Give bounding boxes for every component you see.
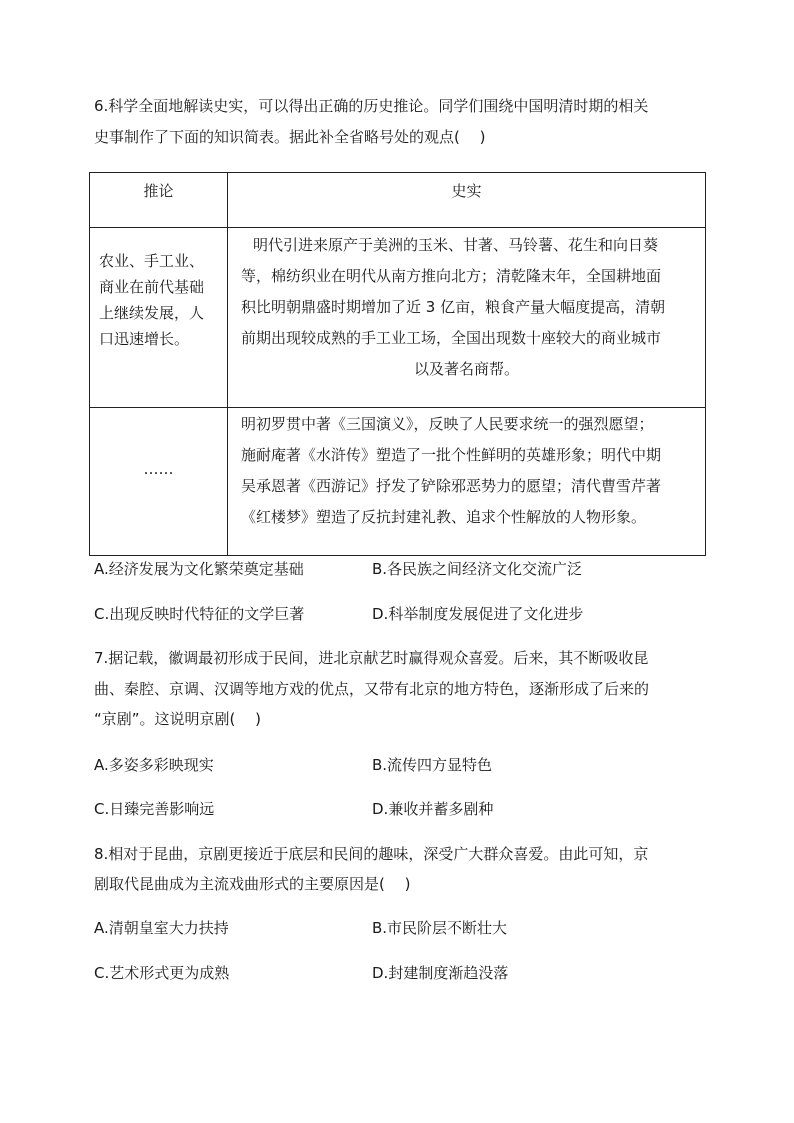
row1-inference-line-4: 口迅速增长。 — [99, 330, 190, 348]
row1-facts-line-4: 前期出现较成熟的手工业工场，全国出现数十座较大的商业城市 — [241, 329, 662, 347]
question-7-line-2: 曲、秦腔、京调、汉调等地方戏的优点，又带有北京的地方特色，逐渐形成了后来的 — [94, 680, 650, 698]
q8-option-a[interactable]: A.清朝皇室大力扶持 — [94, 919, 229, 937]
question-8-line-1: 8.相对于昆曲，京剧更接近于底层和民间的趣味，深受广大群众喜爱。由此可知，京 — [94, 845, 649, 863]
row2-facts-line-2: 施耐庵著《水浒传》塑造了一批个性鲜明的英雄形象；明代中期 — [241, 446, 662, 464]
question-6-line-1: 6.科学全面地解读史实，可以得出正确的历史推论。同学们围绕中国明清时期的相关 — [94, 97, 649, 115]
row1-inference-line-1: 农业、手工业、 — [99, 252, 205, 270]
row1-facts-line-5: 以及著名商帮。 — [413, 360, 519, 378]
row2-facts-line-4: 《红楼梦》塑造了反抗封建礼教、追求个性解放的人物形象。 — [241, 508, 647, 526]
q8-option-c[interactable]: C.艺术形式更为成熟 — [94, 964, 230, 982]
row1-inference-line-3: 上继续发展，人 — [99, 304, 205, 322]
q6-option-b[interactable]: B.各民族之间经济文化交流广泛 — [372, 560, 583, 578]
question-7-line-3: “京剧”。这说明京剧( ) — [94, 710, 262, 728]
row2-facts-line-1: 明初罗贯中著《三国演义》，反映了人民要求统一的强烈愿望； — [241, 415, 654, 433]
q6-option-c[interactable]: C.出现反映时代特征的文学巨著 — [94, 605, 305, 623]
q7-option-d[interactable]: D.兼收并蓄多剧种 — [372, 800, 494, 818]
q8-option-d[interactable]: D.封建制度渐趋没落 — [372, 964, 509, 982]
table-row-divider — [90, 407, 705, 408]
table-header-inference: 推论 — [143, 182, 174, 200]
q6-option-a[interactable]: A.经济发展为文化繁荣奠定基础 — [94, 560, 304, 578]
question-8-line-2: 剧取代昆曲成为主流戏曲形式的主要原因是( ) — [94, 875, 411, 893]
row1-inference-line-2: 商业在前代基础 — [99, 278, 205, 296]
row1-facts-line-2: 等，棉纺织业在明代从南方推向北方；清乾隆末年，全国耕地面 — [241, 267, 662, 285]
q6-option-d[interactable]: D.科举制度发展促进了文化进步 — [372, 605, 584, 623]
table-header-divider — [90, 227, 705, 228]
row1-facts-line-3: 积比明朝鼎盛时期增加了近 3 亿亩，粮食产量大幅度提高，清朝 — [241, 298, 666, 316]
question-7-line-1: 7.据记载，徽调最初形成于民间，进北京献艺时赢得观众喜爱。后来，其不断吸收昆 — [94, 649, 649, 667]
table-header-facts: 史实 — [451, 182, 482, 200]
q7-option-c[interactable]: C.日臻完善影响远 — [94, 800, 215, 818]
row1-facts-line-1: 明代引进来原产于美洲的玉米、甘著、马铃薯、花生和向日葵 — [253, 236, 659, 254]
q7-option-b[interactable]: B.流传四方显特色 — [372, 756, 493, 774]
question-6-line-2: 史事制作了下面的知识简表。据此补全省略号处的观点( ) — [94, 128, 486, 146]
row2-facts-line-3: 吴承恩著《西游记》抒发了铲除邪恶势力的愿望；清代曹雪芹著 — [241, 477, 662, 495]
q7-option-a[interactable]: A.多姿多彩映现实 — [94, 756, 214, 774]
knowledge-table — [89, 172, 706, 556]
row2-inference-ellipsis: …… — [143, 460, 174, 478]
q8-option-b[interactable]: B.市民阶层不断壮大 — [372, 919, 508, 937]
